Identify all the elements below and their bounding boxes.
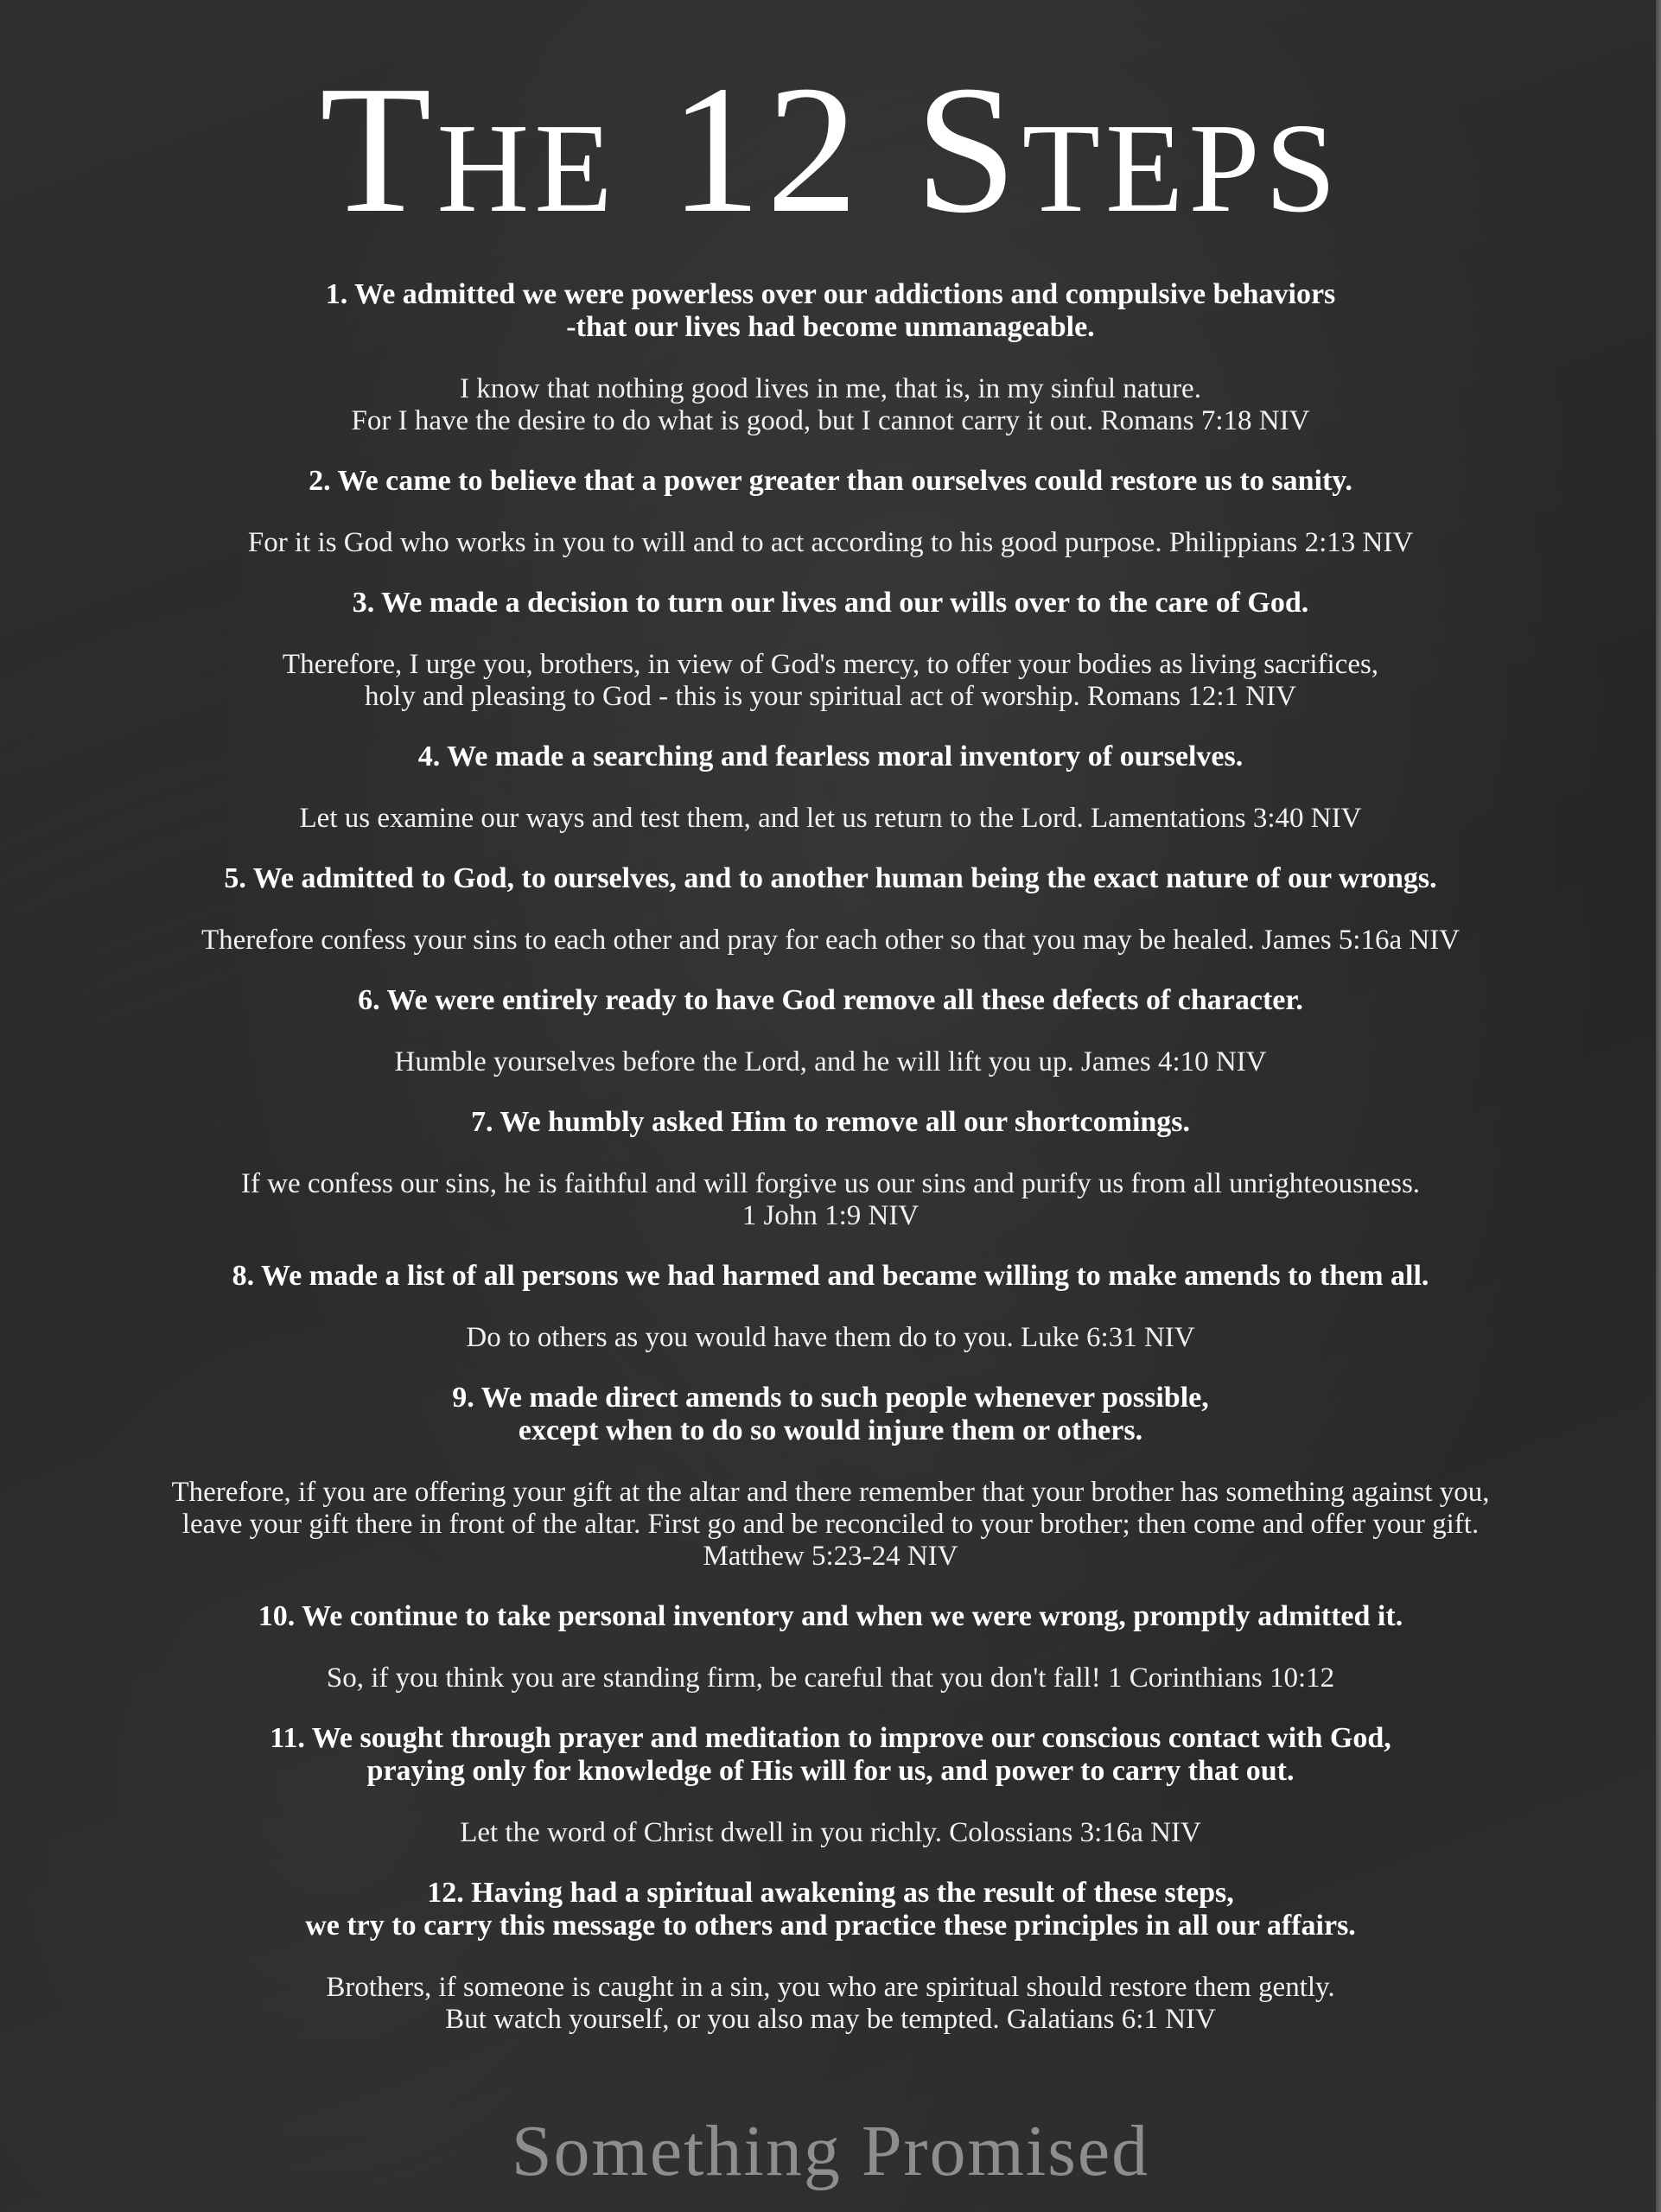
step-text [52,1877,1609,1942]
step-line: 8. We made a list of all persons we had harmed and became willing to make amends to them all. [232,1260,1429,1292]
step-line: 2. We came to believe that a power greater than ourselves could restore us to sanity. [309,465,1352,497]
scripture-verse [52,1168,1609,1232]
step-line: we try to carry this message to others and practice these principles in all our affairs. [305,1910,1356,1942]
steps-list [52,278,1609,2036]
step-line: 4. We made a searching and fearless moral inventory of ourselves. [417,741,1244,772]
verse-line: Let us examine our ways and test them, and let us return to the Lord. Lamentations 3:40 NIV [299,803,1362,834]
verse-line: For I have the desire to do what is good, but I cannot carry it out. Romans 7:18 NIV [351,405,1310,436]
verse-line: Therefore, I urge you, brothers, in view of God's mercy, to offer your bodies as living sacrifices, [282,649,1379,680]
verse-line: Let the word of Christ dwell in you richly. Colossians 3:16a NIV [460,1817,1201,1848]
title-word-steps: Steps [914,48,1342,251]
step-line: praying only for knowledge of His will for us, and power to carry that out. [366,1755,1295,1787]
verse-line: Humble yourselves before the Lord, and he will lift you up. James 4:10 NIV [394,1046,1267,1077]
scripture-verse [52,649,1609,713]
step-7 [52,1106,1609,1232]
page-title [0,41,1661,257]
scripture-verse [52,1662,1609,1694]
step-2 [52,465,1609,559]
step-line: 10. We continue to take personal inventory and when we were wrong, promptly admitted it. [258,1600,1403,1632]
step-text [52,984,1609,1017]
step-8 [52,1260,1609,1354]
step-line: -that our lives had become unmanageable. [566,311,1095,343]
step-text [52,1722,1609,1788]
verse-line: holy and pleasing to God - this is your spiritual act of worship. Romans 12:1 NIV [365,681,1296,712]
verse-line: Therefore confess your sins to each other and pray for each other so that you may be healed. James 5:16a NIV [200,925,1461,956]
brand-watermark: Something Promised [511,2111,1150,2191]
step-line: 11. We sought through prayer and meditation to improve our conscious contact with God, [270,1722,1391,1754]
scripture-verse [52,1322,1609,1354]
step-text [52,1382,1609,1447]
step-text [52,1260,1609,1293]
step-line: 6. We were entirely ready to have God remove all these defects of character. [358,984,1303,1016]
board-edge [1656,0,1661,2212]
verse-line: If we confess our sins, he is faithful and will forgive us our sins and purify us from all unrighteousness. [240,1168,1421,1199]
scripture-verse [52,527,1609,559]
step-text [52,278,1609,344]
step-line: 12. Having had a spiritual awakening as the result of these steps, [427,1877,1234,1909]
verse-line: Do to others as you would have them do to you. Luke 6:31 NIV [466,1322,1195,1353]
step-12 [52,1877,1609,2036]
step-text [52,1600,1609,1633]
verse-line: For it is God who works in you to will and to act according to his good purpose. Philippians 2:13 NIV [247,527,1414,558]
step-text [52,465,1609,498]
verse-line: I know that nothing good lives in me, that is, in my sinful nature. [460,373,1201,404]
step-line: 3. We made a decision to turn our lives and our wills over to the care of God. [352,587,1309,619]
step-text [52,741,1609,773]
title-word-the: The [319,48,618,251]
scripture-verse [52,925,1609,957]
scripture-verse [52,803,1609,835]
verse-line: leave your gift there in front of the altar. First go and be reconciled to your brother; then come and offer your gift. [181,1509,1480,1540]
scripture-verse [52,1477,1609,1573]
title-word-12: 12 [669,48,863,251]
scripture-verse [52,373,1609,437]
step-text [52,587,1609,620]
step-11 [52,1722,1609,1849]
scripture-verse [52,1972,1609,2036]
verse-line: But watch yourself, or you also may be tempted. Galatians 6:1 NIV [445,2004,1216,2035]
step-line: 7. We humbly asked Him to remove all our shortcomings. [470,1106,1191,1138]
scripture-verse [52,1046,1609,1078]
step-line: 5. We admitted to God, to ourselves, and to another human being the exact nature of our wrongs. [224,862,1437,894]
verse-line: Therefore, if you are offering your gift at the altar and there remember that your brother has something against you, [171,1477,1490,1508]
step-1 [52,278,1609,437]
step-6 [52,984,1609,1078]
step-10 [52,1600,1609,1694]
step-4 [52,741,1609,835]
step-line: except when to do so would injure them or others. [518,1414,1143,1446]
step-9 [52,1382,1609,1573]
verse-line: 1 John 1:9 NIV [741,1200,920,1231]
step-line: 9. We made direct amends to such people whenever possible, [452,1382,1209,1414]
step-text [52,862,1609,895]
step-line: 1. We admitted we were powerless over our addictions and compulsive behaviors [325,278,1336,310]
verse-line: Brothers, if someone is caught in a sin, you who are spiritual should restore them gently. [326,1972,1335,2003]
verse-line: So, if you think you are standing firm, be careful that you don't fall! 1 Corinthians 10:12 [326,1662,1335,1694]
step-5 [52,862,1609,957]
verse-line: Matthew 5:23-24 NIV [703,1541,958,1572]
step-text [52,1106,1609,1139]
step-3 [52,587,1609,713]
scripture-verse [52,1817,1609,1849]
